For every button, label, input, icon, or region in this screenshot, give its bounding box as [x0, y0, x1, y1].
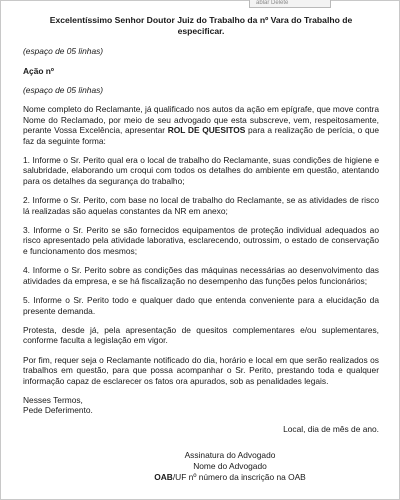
oab-number-text: /UF nº número da inscrição na OAB — [172, 471, 306, 482]
closing-line-2: Pede Deferimento. — [23, 405, 93, 416]
document-body — [23, 15, 379, 483]
question-5: 5. Informe o Sr. Perito todo e qualquer dado que entenda conveniente para a elucidação da presente demanda. — [23, 295, 379, 316]
question-2: 2. Informe o Sr. Perito, com base no local de trabalho do Reclamante, se as atividades de risco lá realizadas são aquelas constantes da NR em anexo; — [23, 195, 379, 216]
protest-paragraph: Protesta, desde já, pela apresentação de quesitos complementares e/ou suplementares, conforme faculta a legislação em vigor. — [23, 324, 379, 346]
intro-text-after: para a realização de perícia, o que faz da seguinte forma: — [23, 125, 379, 146]
lawyer-name: Nome do Advogado — [193, 460, 267, 471]
action-label: Ação nº — [23, 65, 54, 76]
signature-block — [81, 450, 379, 482]
date-line: Local, dia de mês de ano. — [283, 423, 379, 434]
intro-paragraph — [23, 104, 379, 146]
spacing-note: (espaço de 05 linhas) — [23, 46, 104, 57]
oab-line — [81, 472, 379, 483]
toolbar-fragment[interactable]: ablar Delete — [249, 0, 331, 8]
oab-label: OAB — [154, 471, 173, 482]
question-3: 3. Informe o Sr. Perito se são fornecidos equipamentos de proteção individual adequados ao risco apresentado pela atividade laborativa, esclarecendo, outrossim, o estado de conservação e funcionamento dos mesmos; — [23, 225, 379, 256]
spacing-note: (espaço de 05 linhas) — [23, 85, 104, 95]
intro-text-before: Nome completo do Reclamante, já qualificado nos autos da ação em epígrafe, que move contra Nome do Reclamado, por meio de seu advogado que esta subscreve, vem, respeitosamente, perante Vossa Excelência, apresentar — [23, 104, 379, 136]
document-heading: Excelentíssimo Senhor Doutor Juiz do Trabalho da nº Vara do Trabalho de especificar. — [49, 15, 353, 36]
question-1: 1. Informe o Sr. Perito qual era o local de trabalho do Reclamante, suas condições de higiene e salubridade, elaborando um croqui com todos os detalhes do ambiente em questão, atentando para os detalhes da segurança do trabalho; — [23, 155, 379, 186]
signature-line: Assinatura do Advogado — [184, 450, 276, 461]
question-4: 4. Informe o Sr. Perito sobre as condições das máquinas necessárias ao desenvolvimento das atividades da empresa, e se há fiscalização no desempenho das funções pelos funcionários; — [23, 265, 379, 286]
closing-line-1: Nesses Termos, — [23, 394, 83, 405]
final-request-paragraph: Por fim, requer seja o Reclamante notificado do dia, horário e local em que serão realizados os trabalhos em questão, para que possa acompanhar o Sr. Perito, prestando toda e qualquer informação capaz de esclarecer os fatos ora apurados, sob as penalidades legais. — [23, 354, 379, 386]
rol-de-quesitos-label: ROL DE QUESITOS — [167, 125, 246, 136]
